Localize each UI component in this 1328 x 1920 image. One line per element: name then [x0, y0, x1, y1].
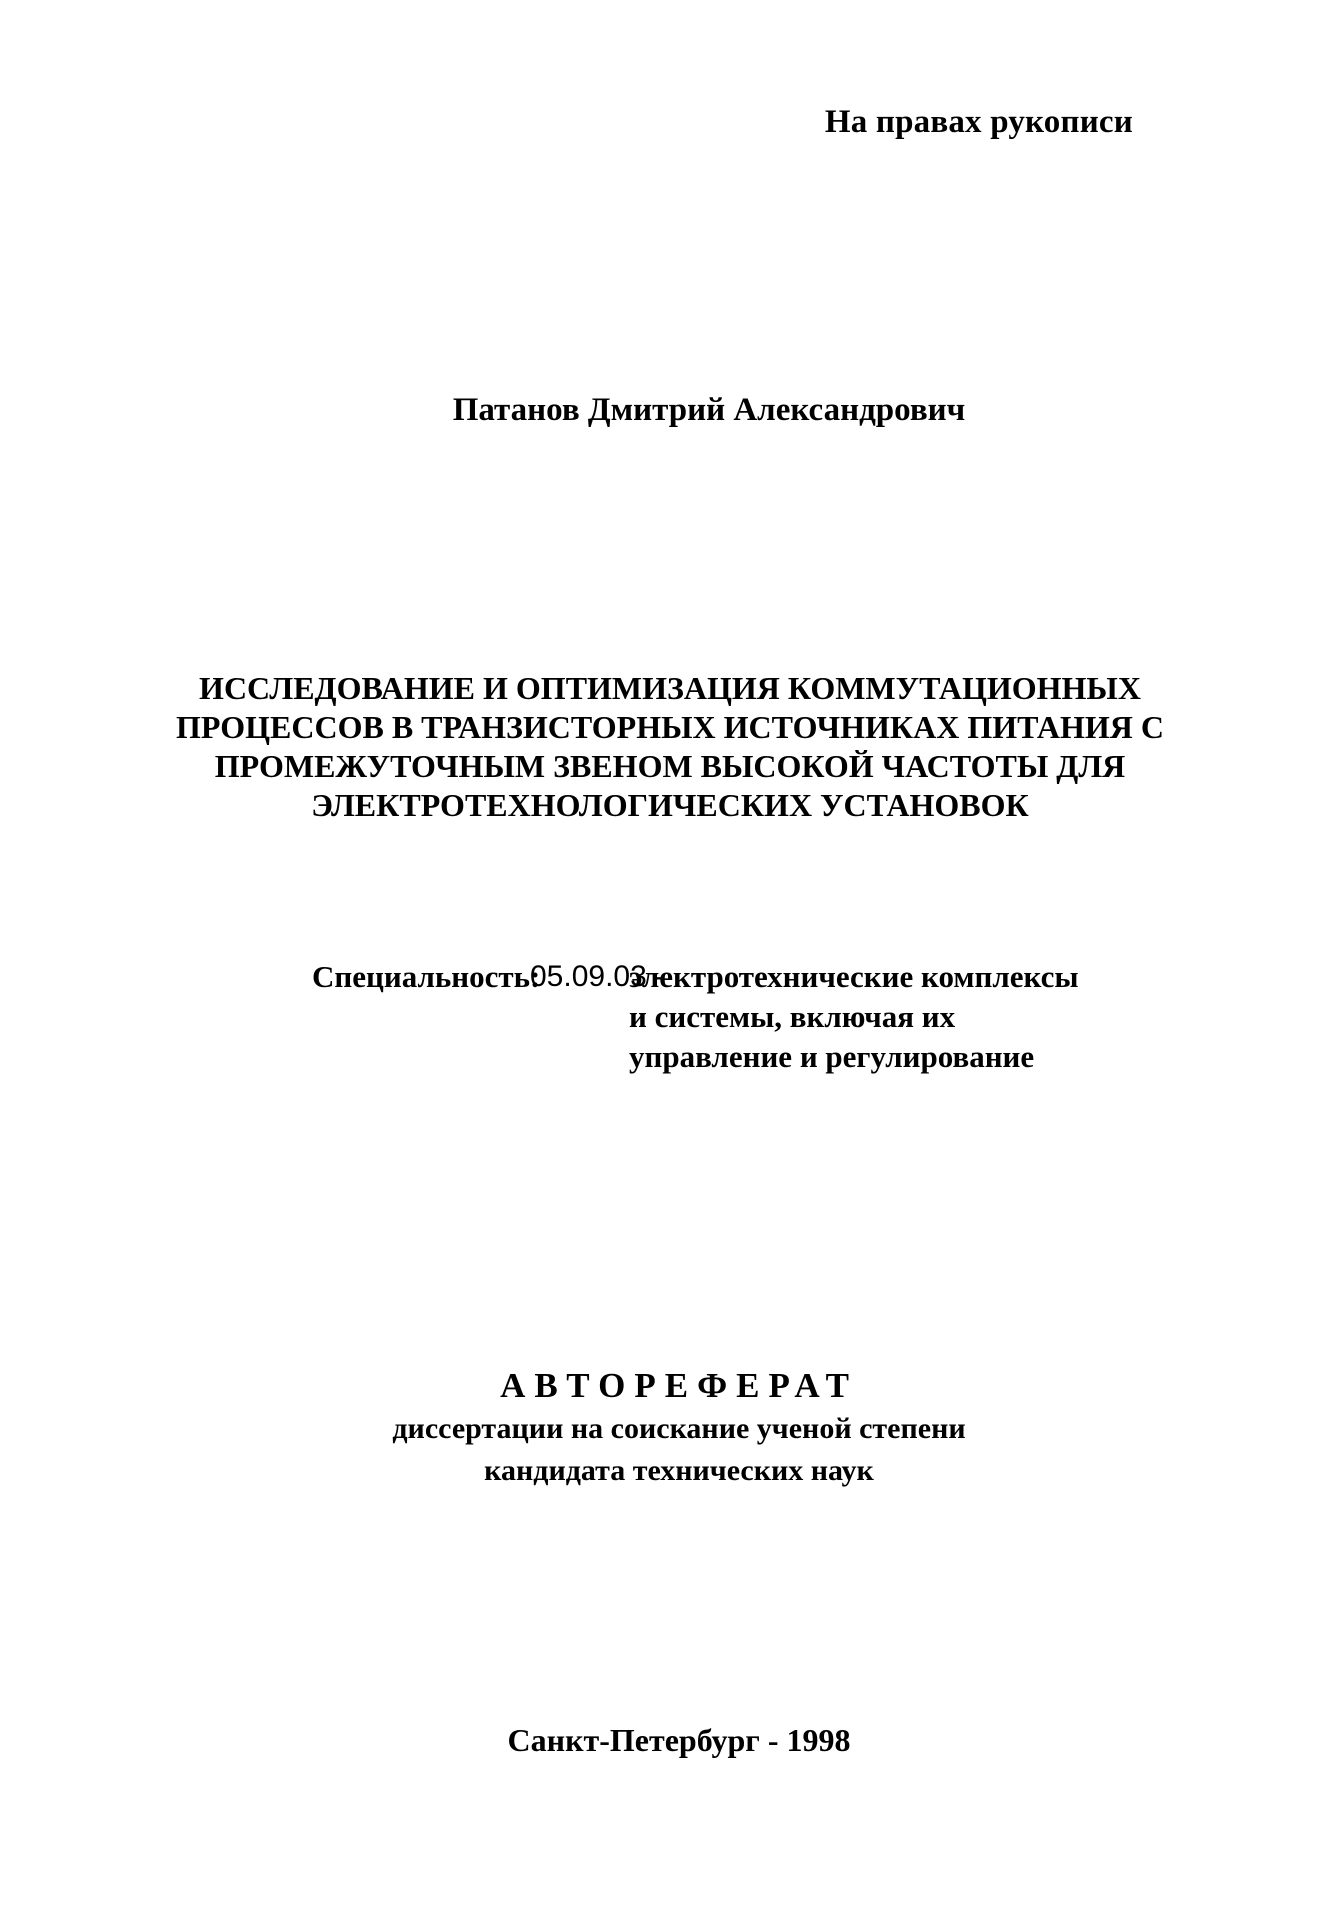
specialty-code: 05.09.03 - [530, 960, 666, 993]
abstract-line: диссертации на соискание ученой степени [392, 1412, 966, 1445]
specialty-description-line: электротехнические комплексы [629, 959, 1079, 994]
place-and-year: Санкт-Петербург - 1998 [507, 1722, 851, 1758]
specialty-description [629, 957, 1079, 1077]
specialty-block [312, 957, 1079, 1077]
title-line: ПРОМЕЖУТОЧНЫМ ЗВЕНОМ ВЫСОКОЙ ЧАСТОТЫ ДЛЯ [214, 748, 1126, 784]
specialty-description-line: управление и регулирование [629, 1039, 1035, 1074]
abstract-heading: АВТОРЕФЕРАТ [500, 1366, 858, 1405]
author-name: Патанов Дмитрий Александрович [452, 392, 966, 428]
title-line: ЭЛЕКТРОТЕХНОЛОГИЧЕСКИХ УСТАНОВОК [311, 787, 1029, 823]
rights-note: На правах рукописи [824, 104, 1133, 140]
specialty-label: Специальность: [312, 959, 541, 994]
specialty-description-line: и системы, включая их [629, 999, 956, 1034]
abstract-line: кандидата технических наук [484, 1454, 874, 1487]
title-line: ИССЛЕДОВАНИЕ И ОПТИМИЗАЦИЯ КОММУТАЦИОННЫХ [199, 670, 1141, 706]
dissertation-title [140, 669, 1200, 825]
title-line: ПРОЦЕССОВ В ТРАНЗИСТОРНЫХ ИСТОЧНИКАХ ПИТАНИЯ С [176, 709, 1164, 745]
abstract-block [0, 1364, 1328, 1492]
